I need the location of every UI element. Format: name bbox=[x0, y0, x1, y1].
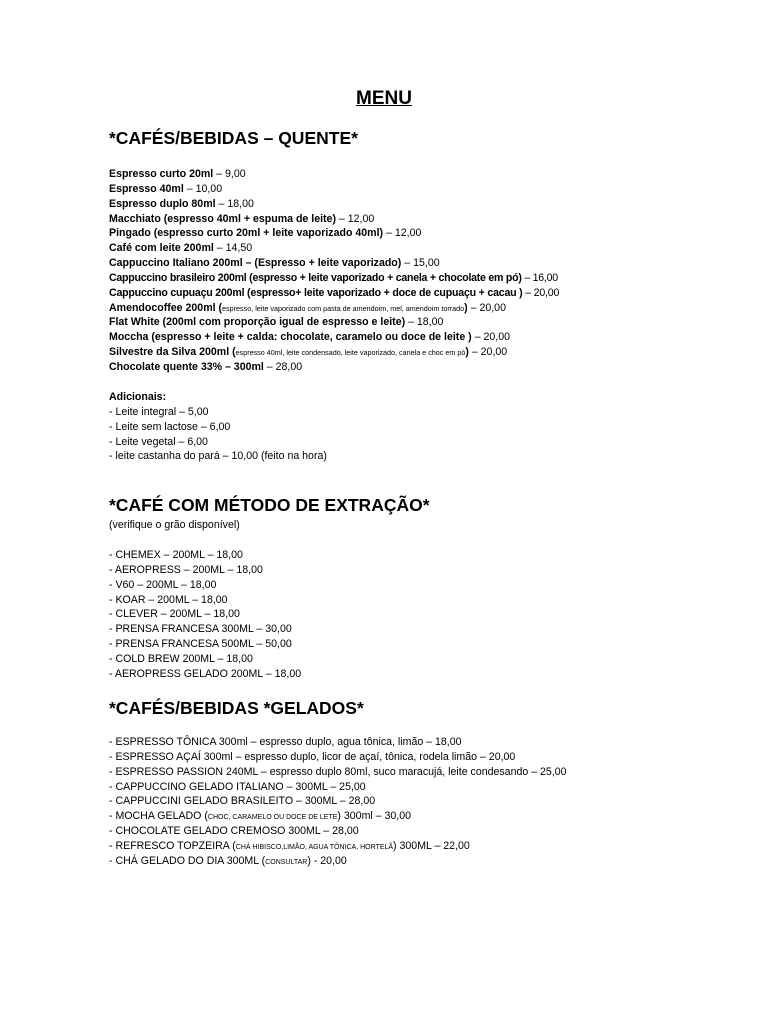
cold-drinks-list bbox=[109, 735, 567, 869]
list-item: - CHEMEX – 200ML – 18,00 bbox=[109, 549, 243, 561]
menu-item: Espresso duplo 80ml – 18,00 bbox=[109, 197, 254, 210]
extraction-heading: *CAFÉ COM MÉTODO DE EXTRAÇÃO* bbox=[109, 495, 430, 515]
list-item: - ESPRESSO PASSION 240ML – espresso duplo 80ml, suco maracujá, leite condesando – 25,00 bbox=[109, 765, 567, 778]
menu-item: Espresso curto 20ml – 9,00 bbox=[109, 168, 246, 180]
list-item: - REFRESCO TOPZEIRA (CHÁ HIBISCO,LIMÃO, AGUA TÔNICA, HORTELÃ) 300ML – 22,00 bbox=[109, 839, 470, 852]
list-item: - KOAR – 200ML – 18,00 bbox=[109, 593, 228, 606]
list-item: - PRENSA FRANCESA 300ML – 30,00 bbox=[109, 623, 292, 636]
menu-item: Flat White (200ml com proporção igual de espresso e leite) – 18,00 bbox=[109, 316, 444, 329]
menu-item: Macchiato (espresso 40ml + espuma de leite) – 12,00 bbox=[109, 212, 375, 225]
page-title: MENU bbox=[356, 88, 412, 109]
menu-item: Cappuccino cupuaçu 200ml (espresso+ leite vaporizado + doce de cupuaçu + cacau ) – 20,00 bbox=[109, 286, 560, 299]
menu-item: Cappuccino Italiano 200ml – (Espresso + leite vaporizado) – 15,00 bbox=[109, 257, 440, 270]
list-item: - AEROPRESS – 200ML – 18,00 bbox=[109, 563, 263, 576]
extraction-list bbox=[109, 548, 301, 682]
list-item: - CAPPUCCINO GELADO ITALIANO – 300ML – 25,00 bbox=[109, 780, 366, 793]
list-item: - leite castanha do pará – 10,00 (feito na hora) bbox=[109, 450, 327, 463]
list-item: - PRENSA FRANCESA 500ML – 50,00 bbox=[109, 638, 292, 651]
menu-item: Moccha (espresso + leite + calda: chocolate, caramelo ou doce de leite ) – 20,00 bbox=[109, 331, 510, 344]
hot-drinks-list bbox=[109, 167, 559, 375]
extraction-note-block bbox=[109, 518, 240, 533]
menu-item: Cappuccino brasileiro 200ml (espresso + leite vaporizado + canela + chocolate em pó) – 16,00 bbox=[109, 271, 558, 284]
hot-drinks-heading: *CAFÉS/BEBIDAS – QUENTE* bbox=[109, 128, 358, 148]
cold-drinks-heading: *CAFÉS/BEBIDAS *GELADOS* bbox=[109, 698, 364, 718]
menu-item: Amendocoffee 200ml (espresso, leite vaporizado com pasta de amendoim, mel, amendoim torrado) – 20,00 bbox=[109, 301, 506, 314]
addons-title: Adicionais: bbox=[109, 391, 167, 403]
extraction-note: (verifique o grão disponível) bbox=[109, 519, 240, 531]
list-item: - MOCHA GELADO (CHOC, CARAMELO OU DOCE DE LETE) 300ml – 30,00 bbox=[109, 810, 412, 823]
list-item: - COLD BREW 200ML – 18,00 bbox=[109, 652, 253, 665]
list-item: - Leite integral – 5,00 bbox=[109, 405, 209, 418]
list-item: - CHÁ GELADO DO DIA 300ML (CONSULTAR) - 20,00 bbox=[109, 854, 347, 867]
list-item: - V60 – 200ML – 18,00 bbox=[109, 578, 217, 591]
list-item: - Leite vegetal – 6,00 bbox=[109, 435, 208, 448]
list-item: - CAPPUCCINI GELADO BRASILEITO – 300ML – 28,00 bbox=[109, 795, 376, 808]
menu-item: Café com leite 200ml – 14,50 bbox=[109, 242, 253, 255]
list-item: - CHOCOLATE GELADO CREMOSO 300ML – 28,00 bbox=[109, 825, 359, 838]
menu-item: Chocolate quente 33% – 300ml – 28,00 bbox=[109, 360, 303, 373]
list-item: - Leite sem lactose – 6,00 bbox=[109, 420, 231, 433]
list-item: - CLEVER – 200ML – 18,00 bbox=[109, 608, 240, 621]
list-item: - AEROPRESS GELADO 200ML – 18,00 bbox=[109, 667, 302, 680]
menu-item: Pingado (espresso curto 20ml + leite vaporizado 40ml) – 12,00 bbox=[109, 227, 422, 240]
addons-list bbox=[109, 390, 327, 464]
list-item: - ESPRESSO TÔNICA 300ml – espresso duplo, agua tônica, limão – 18,00 bbox=[109, 736, 462, 748]
menu-item: Silvestre da Silva 200ml (espresso 40ml, leite condensado, leite vaporizado, canela e choc em pó) – 20,00 bbox=[109, 346, 508, 359]
menu-item: Espresso 40ml – 10,00 bbox=[109, 182, 223, 195]
list-item: - ESPRESSO AÇAÍ 300ml – espresso duplo, licor de açaí, tônica, rodela limão – 20,00 bbox=[109, 750, 516, 763]
